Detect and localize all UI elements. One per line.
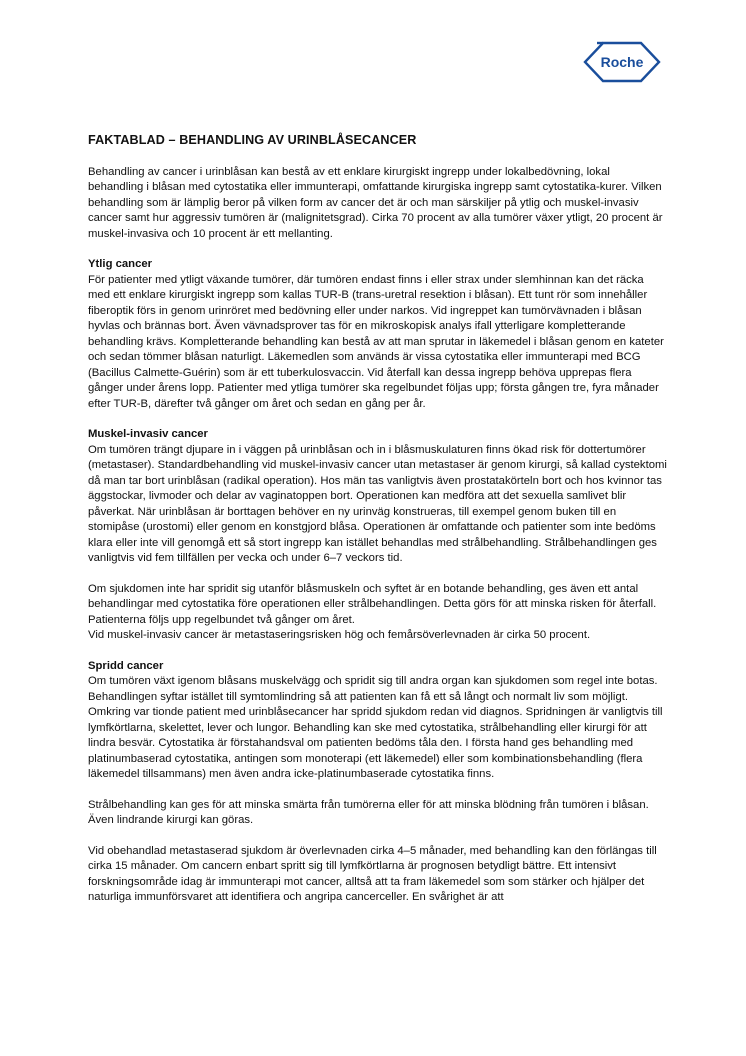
- roche-logo: [583, 41, 661, 83]
- section-heading-muskel: Muskel-invasiv cancer: [88, 428, 208, 440]
- section-body-muskel-3: Vid muskel-invasiv cancer är metastaseringsrisken hög och femårsöverlevnaden är cirka 50 procent.: [88, 629, 591, 641]
- section-body-spridd-2: Strålbehandling kan ges för att minska smärta från tumörerna eller för att minska blödning från tumören i blåsan. Även lindrande kirurgi kan göras.: [88, 798, 649, 826]
- section-heading-spridd: Spridd cancer: [88, 659, 164, 672]
- section-body-muskel-2: Om sjukdomen inte har spridit sig utanför blåsmuskeln och syftet är en botande behandling, ges även ett antal behandlingar med cytostatika före operationen eller strålbehandlingen. Detta görs för att minska risken för återfall. Patienterna följs upp regelbundet två gånger om året.: [88, 582, 657, 626]
- section-body-spridd: Om tumören växt igenom blåsans muskelvägg och spridit sig till andra organ kan sjukdomen som regel inte botas. Behandlingen syftar istället till symtomlindring så att patienten kan få ett så långt och normalt liv som möjligt. Omkring var tionde patient med urinblåsecancer har spridd sjukdom redan vid diagnos. Spridningen är vanligtvis till lymfkörtlarna, skelettet, lever och lungor. Behandling kan ske med cytostatika, strålbehandling eller kirurgi för att lindra besvär. Cytostatika är förstahandsval om patienten bedöms tåla den. I första hand ges behandling med platinumbaserad cytostatika, antingen som monoterapi (ett läkemedel) eller som kombinationsbehandling (flera läkemedel tillsammans) men även andra icke-platinumbaserade cytostatika finns.: [88, 675, 663, 780]
- section-heading-ytlig: Ytlig cancer: [88, 258, 153, 270]
- roche-logo-text: Roche: [600, 54, 644, 70]
- section-body-muskel: Om tumören trängt djupare in i väggen på urinblåsan och in i blåsmuskulaturen finns ökad risk för dottertumörer (metastaser). Standardbehandling vid muskel-invasiv cancer utan metastaser är genom kirurgi, så kallad cystektomi då man tar bort urinblåsan (radikal operation). Hos män tas vanligtvis även prostatakörteln bort och hos kvinnor tas äggstockar, livmoder och delar av vaginatoppen bort. Operationen kan medföra att det sexuella samlivet blir påverkat. När urinblåsan är borttagen behöver en ny urinväg konstrueras, till exempel genom buken till en stomipåse (urostomi) eller genom en konstgjord blåsa. Operationen är omfattande och patienter som inte bedöms klara eller inte vill genomgå ett så stort ingrepp kan istället behandlas med strålbehandling. Strålbehandlingen ges vanligtvis vid fem tillfällen per vecka och under 6–7 veckors tid.: [88, 443, 667, 564]
- roche-hexagon-logo: [583, 41, 661, 83]
- section-body-ytlig: För patienter med ytligt växande tumörer, där tumören endast finns i eller strax under slemhinnan kan det räcka med ett enklare kirurgiskt ingrepp som kallas TUR-B (trans-uretral resektion i blåsan). Ett tunt rör som innehåller fiberoptik förs in genom urinröret med bedövning eller under narkos. Vid ingreppet kan tumörvävnaden i blåsan hyvlas och brännas bort. Även vävnadsprover tas för en mikroskopisk analys ifall ytterligare kompletterande behandling krävs. Kompletterande behandling kan bestå av att man sprutar in läkemedel i blåsan genom en kateter och sedan tömmer blåsan naturligt. Läkemedlen som används är vissa cytostatika eller immunterapi med BCG (Bacillus Calmette-Guérin) som är ett tuberkulosvaccin. Vid återfall kan dessa ingrepp behöva upprepas flera gånger under årens lopp. Patienter med ytliga tumörer ska regelbundet följas upp; första gången tre, fyra månader efter TUR-B, därefter två gånger om året och sedan en gång per år.: [88, 273, 664, 410]
- intro-paragraph: Behandling av cancer i urinblåsan kan bestå av ett enklare kirurgiskt ingrepp under lokalbedövning, lokal behandling i blåsan med cytostatika eller immunterapi, omfattande kirurgiska ingrepp samt cytostatika-kurer. Vilken behandling som är lämplig beror på vilken form av cancer det är och man särskiljer på ytlig och muskel-invasiv cancer samt hur aggressiv tumören är (malignitetsgrad). Cirka 70 procent av alla tumörer växer ytligt, 20 procent är muskel-invasiva och 10 procent är ett mellanting.: [88, 165, 663, 240]
- page-title: FAKTABLAD – BEHANDLING AV URINBLÅSECANCER: [88, 133, 417, 147]
- document-body: [88, 133, 668, 906]
- section-body-spridd-3: Vid obehandlad metastaserad sjukdom är överlevnaden cirka 4–5 månader, med behandling kan den förlängas till cirka 15 månader. Om cancern enbart spritt sig till lymfkörtlarna är prognosen betydligt bättre. Ett intensivt forskningsområde idag är immunterapi mot cancer, alltså att ta fram läkemedel som som stärker och hjälper det naturliga immunförsvaret att identifiera och angripa cancerceller. En svårighet är att: [88, 844, 657, 903]
